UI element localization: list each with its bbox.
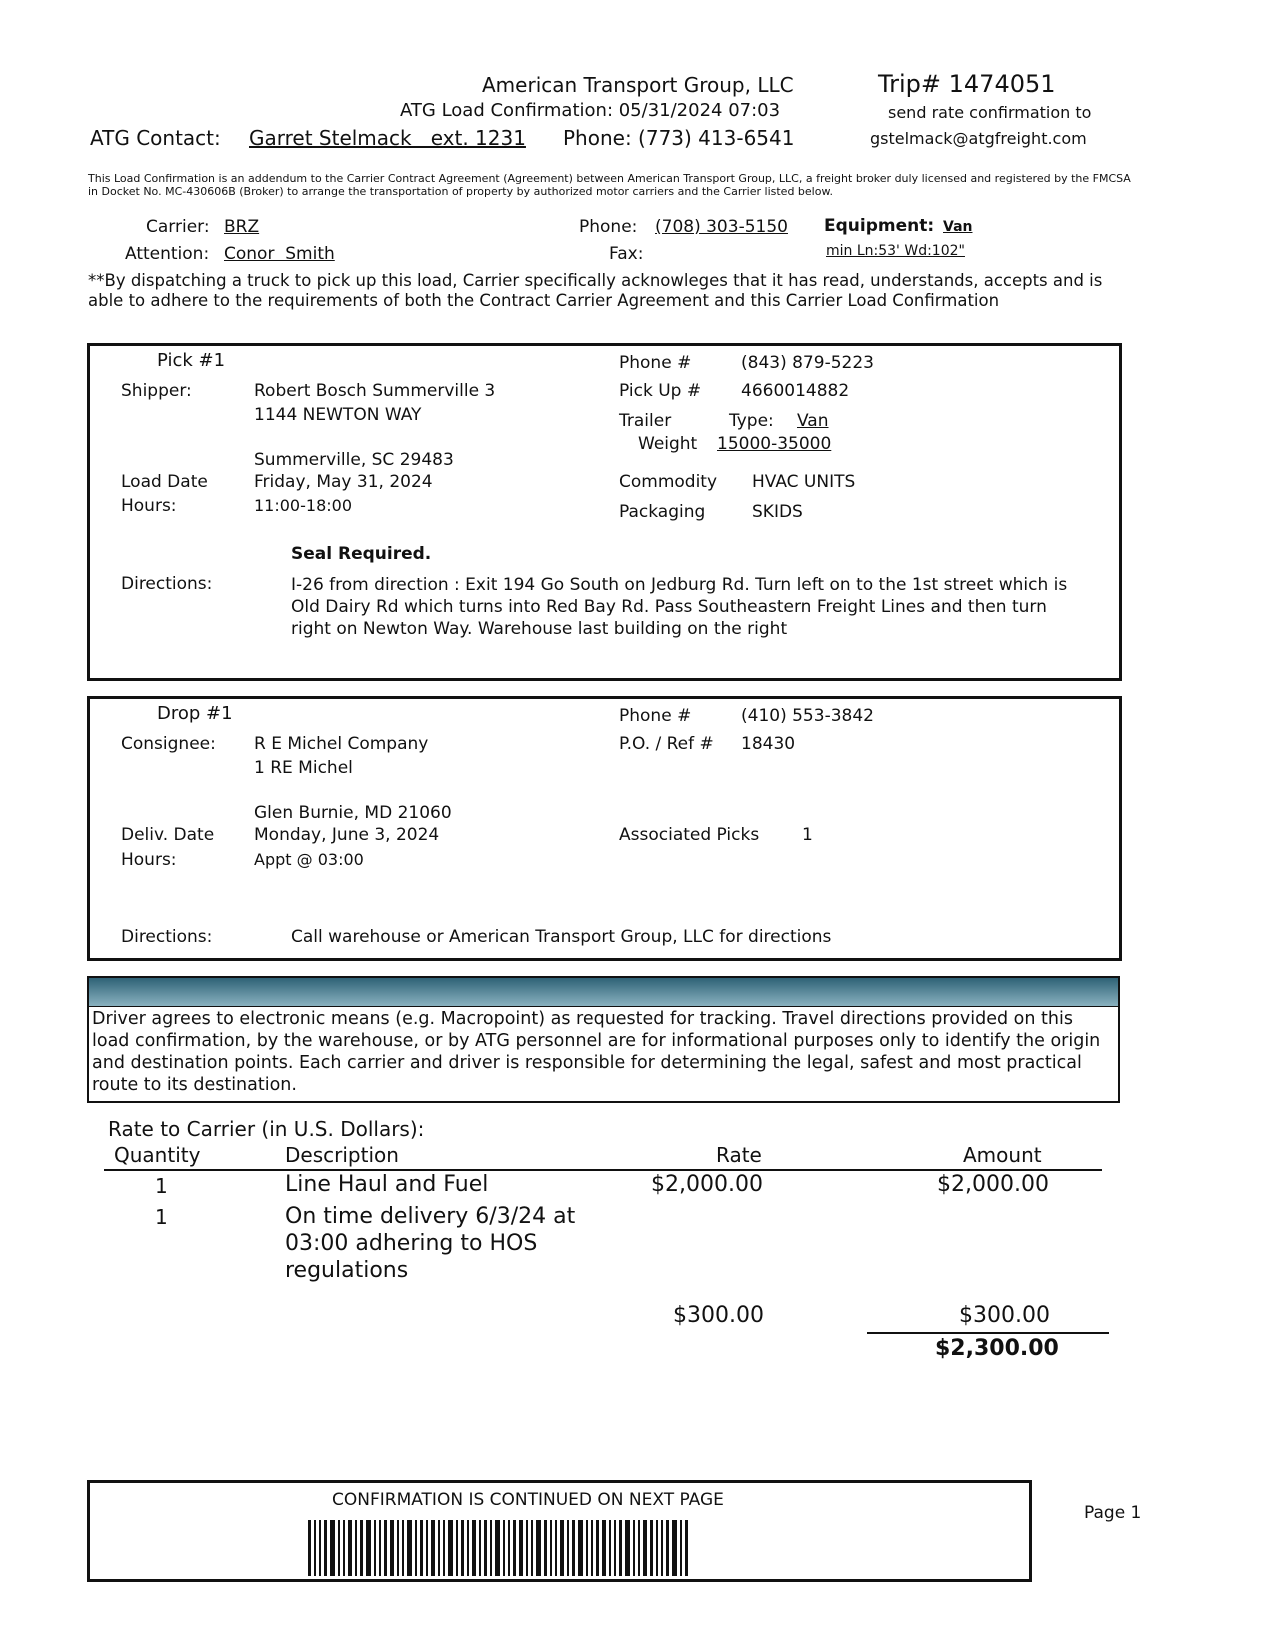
contact-label: ATG Contact: [90, 126, 221, 150]
deliv-date: Monday, June 3, 2024 [254, 825, 440, 845]
continued-text: CONFIRMATION IS CONTINUED ON NEXT PAGE [332, 1490, 724, 1510]
drop-directions-label: Directions: [121, 927, 213, 947]
rate-row-1-rate: $2,000.00 [651, 1172, 763, 1197]
weight-value: 15000-35000 [717, 434, 832, 454]
shipper-label: Shipper: [121, 381, 192, 401]
drop-hours: Appt @ 03:00 [254, 850, 364, 869]
tracking-notice: Driver agrees to electronic means (e.g. Macropoint) as requested for tracking. Travel directions provided on this load confirmation, by the warehouse, or by ATG personnel are for informational purposes only to identify the origin and destination points. Each carrier and driver is responsible for determining the legal, safest and most practical route to its destination. [87, 1006, 1120, 1103]
packaging-value: SKIDS [752, 502, 803, 522]
load-date: Friday, May 31, 2024 [254, 472, 433, 492]
assoc-picks-value: 1 [802, 825, 813, 845]
rate-row-2-rate: $300.00 [673, 1303, 764, 1328]
consignee-name: R E Michel Company [254, 734, 429, 754]
po-value: 18430 [741, 734, 796, 754]
pick-hours-label: Hours: [121, 496, 177, 516]
addendum-text: This Load Confirmation is an addendum to the Carrier Contract Agreement (Agreement) between American Transport Group, LLC, a freight broker duly licensed and registered by the FMCSA in Docket No. MC-430606B (Broker) to arrange the transportation of property by authorized motor carriers and the Carrier listed below. [88, 172, 1131, 198]
rate-row-2-quantity: 1 [155, 1205, 168, 1229]
pickup-number: 4660014882 [741, 381, 850, 401]
equipment-value: Van [943, 219, 973, 235]
drop-phone: (410) 553-3842 [741, 706, 874, 726]
weight-label: Weight [638, 434, 698, 454]
trailer-label: Trailer [619, 411, 672, 431]
pick-phone: (843) 879-5223 [741, 353, 874, 373]
col-quantity: Quantity [114, 1143, 201, 1167]
commodity-label: Commodity [619, 472, 718, 492]
rate-row-1-quantity: 1 [155, 1174, 168, 1198]
barcode [308, 1520, 691, 1576]
carrier-phone-value: (708) 303-5150 [655, 217, 788, 237]
consignee-label: Consignee: [121, 734, 216, 754]
consignee-address: 1 RE Michel [254, 758, 353, 778]
assoc-picks-label: Associated Picks [619, 825, 760, 845]
col-amount: Amount [963, 1143, 1042, 1167]
rate-row-1-description: Line Haul and Fuel [285, 1172, 489, 1197]
drop-box [87, 696, 1122, 961]
dispatch-note: **By dispatching a truck to pick up this load, Carrier specifically acknowleges that it has read, understands, accepts and is able to adhere to the requirements of both the Contract Carrier Agreement and this Carrier Load Confirmation [88, 271, 1103, 310]
commodity-value: HVAC UNITS [752, 472, 856, 492]
trip-number: Trip# 1474051 [878, 70, 1056, 98]
pick-directions: I-26 from direction : Exit 194 Go South on Jedburg Rd. Turn left on to the 1st street which is Old Dairy Rd which turns into Red Bay Rd. Pass Southeastern Freight Lines and then turn right on Newton Way. Warehouse last building on the right [291, 575, 1068, 639]
contact-phone: Phone: (773) 413-6541 [563, 126, 795, 150]
pickup-number-label: Pick Up # [619, 381, 702, 401]
consignee-city: Glen Burnie, MD 21060 [254, 803, 452, 823]
carrier-value: BRZ [224, 217, 260, 237]
company-name: American Transport Group, LLC [482, 73, 794, 97]
total-rule [867, 1332, 1109, 1334]
load-confirmation-date: ATG Load Confirmation: 05/31/2024 07:03 [400, 100, 781, 121]
drop-hours-label: Hours: [121, 850, 177, 870]
po-label: P.O. / Ref # [619, 734, 714, 754]
pick-title: Pick #1 [157, 350, 226, 371]
rate-header-rule [104, 1169, 1102, 1171]
rate-table-title: Rate to Carrier (in U.S. Dollars): [108, 1117, 425, 1141]
packaging-label: Packaging [619, 502, 706, 522]
shipper-city: Summerville, SC 29483 [254, 450, 454, 470]
attention-label: Attention: [125, 244, 210, 264]
pick-directions-label: Directions: [121, 574, 213, 594]
trailer-type-label: Type: [729, 411, 774, 431]
shipper-name: Robert Bosch Summerville 3 [254, 381, 496, 401]
fax-label: Fax: [609, 244, 644, 264]
drop-directions: Call warehouse or American Transport Group, LLC for directions [291, 927, 832, 947]
contact-email[interactable]: gstelmack@atgfreight.com [870, 129, 1087, 148]
rate-row-1-amount: $2,000.00 [937, 1172, 1049, 1197]
drop-title: Drop #1 [157, 703, 233, 724]
carrier-label: Carrier: [146, 217, 210, 237]
notice-banner [87, 976, 1120, 1006]
send-rate-label: send rate confirmation to [888, 103, 1092, 122]
carrier-phone-label: Phone: [579, 217, 638, 237]
page-number: Page 1 [1084, 1503, 1142, 1523]
shipper-address: 1144 NEWTON WAY [254, 405, 422, 425]
contact-name[interactable]: Garret Stelmack ext. 1231 [249, 126, 526, 150]
seal-required: Seal Required. [291, 544, 432, 564]
rate-row-2-description: On time delivery 6/3/24 at 03:00 adhering to HOS regulations [285, 1204, 576, 1283]
load-date-label: Load Date [121, 472, 208, 492]
drop-phone-label: Phone # [619, 706, 692, 726]
rate-row-2-amount: $300.00 [959, 1303, 1050, 1328]
attention-value: Conor Smith [224, 244, 335, 264]
rate-total: $2,300.00 [935, 1336, 1059, 1361]
col-rate: Rate [716, 1143, 762, 1167]
pick-phone-label: Phone # [619, 353, 692, 373]
pick-hours: 11:00-18:00 [254, 496, 352, 515]
equipment-dims: min Ln:53' Wd:102" [826, 243, 965, 259]
col-description: Description [285, 1143, 399, 1167]
deliv-date-label: Deliv. Date [121, 825, 215, 845]
trailer-type-value: Van [797, 411, 829, 431]
equipment-label: Equipment: [824, 216, 935, 236]
